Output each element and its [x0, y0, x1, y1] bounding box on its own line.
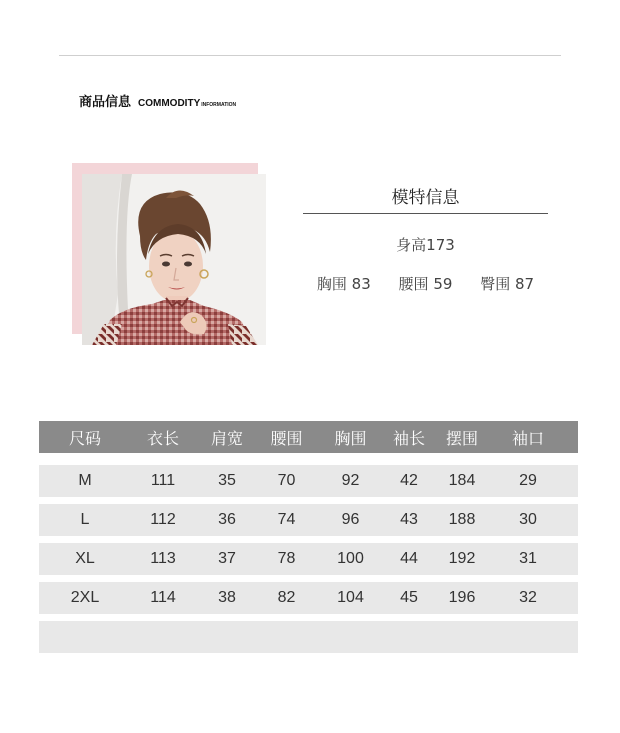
model-bust: 胸围 83 — [316, 275, 371, 293]
table-cell: 78 — [277, 550, 296, 567]
table-cell: 32 — [519, 589, 537, 606]
table-cell: 188 — [448, 511, 476, 528]
header-waist: 腰围 — [270, 428, 303, 448]
table-cell: 82 — [277, 589, 296, 606]
table-cell: 38 — [218, 589, 236, 606]
model-waist: 腰围 59 — [398, 275, 453, 293]
table-cell: 42 — [400, 472, 418, 489]
table-row — [39, 582, 578, 614]
model-photo — [82, 174, 266, 345]
top-divider — [59, 55, 561, 56]
table-cell: 92 — [341, 472, 360, 489]
size-chart-header — [39, 421, 578, 453]
section-title-cn: 商品信息 — [79, 95, 132, 110]
header-size: 尺码 — [68, 428, 101, 448]
header-length: 衣长 — [146, 428, 179, 448]
table-cell: 31 — [519, 550, 537, 567]
model-height: 身高173 — [396, 236, 455, 254]
table-cell: 96 — [341, 511, 360, 528]
table-cell: 192 — [448, 550, 476, 567]
table-cell: 45 — [400, 589, 418, 606]
table-row — [39, 504, 578, 536]
table-cell: 37 — [218, 550, 236, 567]
table-cell: 29 — [519, 472, 537, 489]
table-cell: XL — [75, 550, 95, 567]
table-cell: 43 — [400, 511, 418, 528]
section-title-en: COMMODITY — [138, 98, 201, 109]
table-cell: 111 — [150, 472, 176, 489]
table-cell: L — [80, 511, 90, 528]
table-cell: 112 — [150, 511, 176, 528]
model-info-divider — [303, 213, 548, 214]
model-info-title: 模特信息 — [391, 188, 460, 208]
table-cell: 2XL — [70, 589, 100, 606]
table-cell: 196 — [448, 589, 476, 606]
model-measurements — [303, 273, 548, 294]
table-cell: 35 — [218, 472, 236, 489]
section-title — [79, 91, 236, 110]
table-cell: 100 — [337, 550, 364, 567]
header-sleeve: 袖长 — [392, 428, 425, 448]
table-cell: 114 — [150, 589, 176, 606]
table-cell: 30 — [519, 511, 537, 528]
table-row — [39, 543, 578, 575]
table-cell: M — [78, 472, 92, 489]
header-shoulder: 肩宽 — [210, 428, 243, 448]
size-chart-table — [39, 421, 578, 653]
model-hip: 臀围 87 — [480, 275, 535, 293]
table-cell: 113 — [150, 550, 176, 567]
table-cell: 36 — [218, 511, 236, 528]
table-row — [39, 465, 578, 497]
table-cell: 70 — [277, 472, 296, 489]
table-cell: 184 — [448, 472, 476, 489]
section-title-en-small: INFORMATION — [201, 102, 237, 108]
table-row-empty — [39, 621, 578, 653]
header-cuff: 袖口 — [511, 428, 544, 448]
header-hem: 摆围 — [445, 428, 478, 448]
table-cell: 74 — [277, 511, 296, 528]
table-cell: 44 — [400, 550, 418, 567]
table-cell: 104 — [337, 589, 364, 606]
header-bust: 胸围 — [334, 428, 367, 448]
